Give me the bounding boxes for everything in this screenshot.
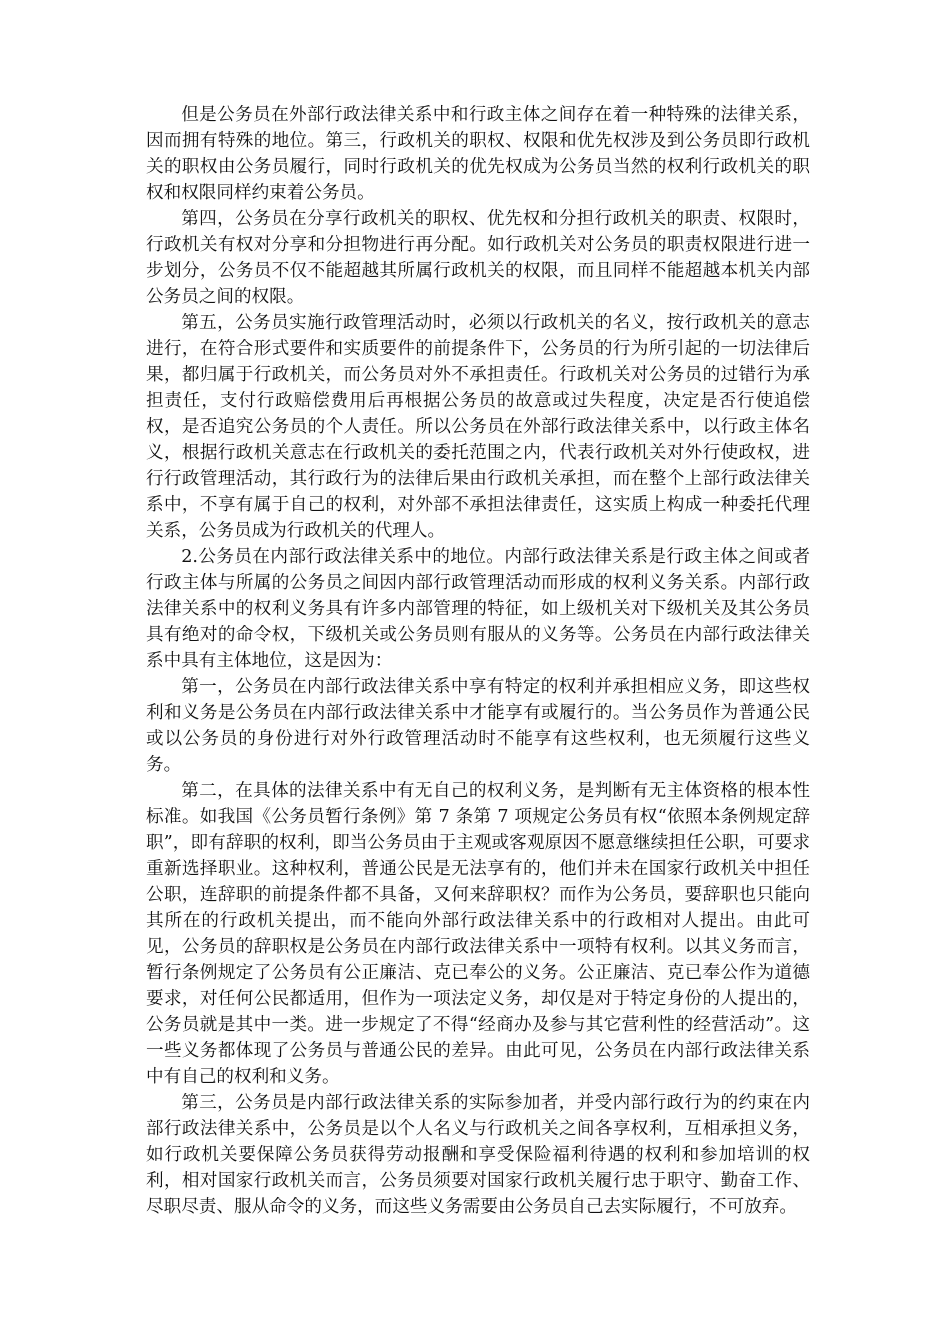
paragraph-3: 第五，公务员实施行政管理活动时，必须以行政机关的名义，按行政机关的意志进行，在符合形式要件和实质要件的前提条件下，公务员的行为所引起的一切法律后果，都归属于行政机关，而公务员对外不承担责任。行政机关对公务员的过错行为承担责任，支付行政赔偿费用后再根据公务员的故意或过失程度，决定是否行使追偿权，是否追究公务员的个人责任。所以公务员在外部行政法律关系中，以行政主体名义，根据行政机关意志在行政机关的委托范围之内，代表行政机关对外行使政权，进行行政管理活动，其行政行为的法律后果由行政机关承担，而在整个上部行政法律关系中，不享有属于自己的权利，对外部不承担法律责任，这实质上构成一种委托代理关系，公务员成为行政机关的代理人。	[146, 313, 810, 541]
paragraph-1: 但是公务员在外部行政法律关系中和行政主体之间存在着一种特殊的法律关系，因而拥有特殊的地位。第三，行政机关的职权、权限和优先权涉及到公务员即行政机关的职权由公务员履行，同时行政机关的优先权成为公务员当然的权利行政机关的职权和权限同样约束着公务员。	[146, 105, 810, 203]
paragraph-6: 第二，在具体的法律关系中有无自己的权利义务，是判断有无主体资格的根本性标准。如我国《公务员暂行条例》第 7 条第 7 项规定公务员有权“依照本条例规定辞职”，即有辞职的权利，即当公务员由于主观或客观原因不愿意继续担任公职，可要求重新选择职业。这种权利，普通公民是无法享有的，他们并未在国家行政机关中担任公职，连辞职的前提条件都不具备，又何来辞职权？而作为公务员，要辞职也只能向其所在的行政机关提出，而不能向外部行政法律关系中的行政相对人提出。由此可见，公务员的辞职权是公务员在内部行政法律关系中一项特有权利。以其义务而言，暂行条例规定了公务员有公正廉洁、克已奉公的义务。公正廉洁、克已奉公作为道德要求，对任何公民都适用，但作为一项法定义务，却仅是对于特定身份的人提出的，公务员就是其中一类。进一步规定了不得“经商办及参与其它营利性的经营活动”。这一些义务都体现了公务员与普通公民的差异。由此可见，公务员在内部行政法律关系中有自己的权利和义务。	[146, 781, 810, 1087]
paragraph-4: 2.公务员在内部行政法律关系中的地位。内部行政法律关系是行政主体之间或者行政主体与所属的公务员之间因内部行政管理活动而形成的权利义务关系。内部行政法律关系中的权利义务具有许多内部管理的特征，如上级机关对下级机关及其公务员具有绝对的命令权，下级机关或公务员则有服从的义务等。公务员在内部行政法律关系中具有主体地位，这是因为：	[146, 547, 810, 671]
paragraph-5: 第一，公务员在内部行政法律关系中享有特定的权利并承担相应义务，即这些权利和义务是公务员在内部行政法律关系中才能享有或履行的。当公务员作为普通公民或以公务员的身份进行对外行政管理活动时不能享有这些权利，也无须履行这些义务。	[146, 677, 810, 775]
document-body	[146, 102, 810, 1220]
paragraph-2: 第四，公务员在分享行政机关的职权、优先权和分担行政机关的职责、权限时，行政机关有权对分享和分担物进行再分配。如行政机关对公务员的职责权限进行进一步划分，公务员不仅不能超越其所属行政机关的权限，而且同样不能超越本机关内部公务员之间的权限。	[146, 209, 810, 307]
paragraph-7: 第三，公务员是内部行政法律关系的实际参加者，并受内部行政行为的约束在内部行政法律关系中，公务员是以个人名义与行政机关之间各享权利，互相承担义务，如行政机关要保障公务员获得劳动报酬和享受保险福利待遇的权利和参加培训的权利，相对国家行政机关而言，公务员须要对国家行政机关履行忠于职守、勤奋工作、尽职尽责、服从命令的义务，而这些义务需要由公务员自己去实际履行，不可放弃。	[146, 1093, 810, 1217]
